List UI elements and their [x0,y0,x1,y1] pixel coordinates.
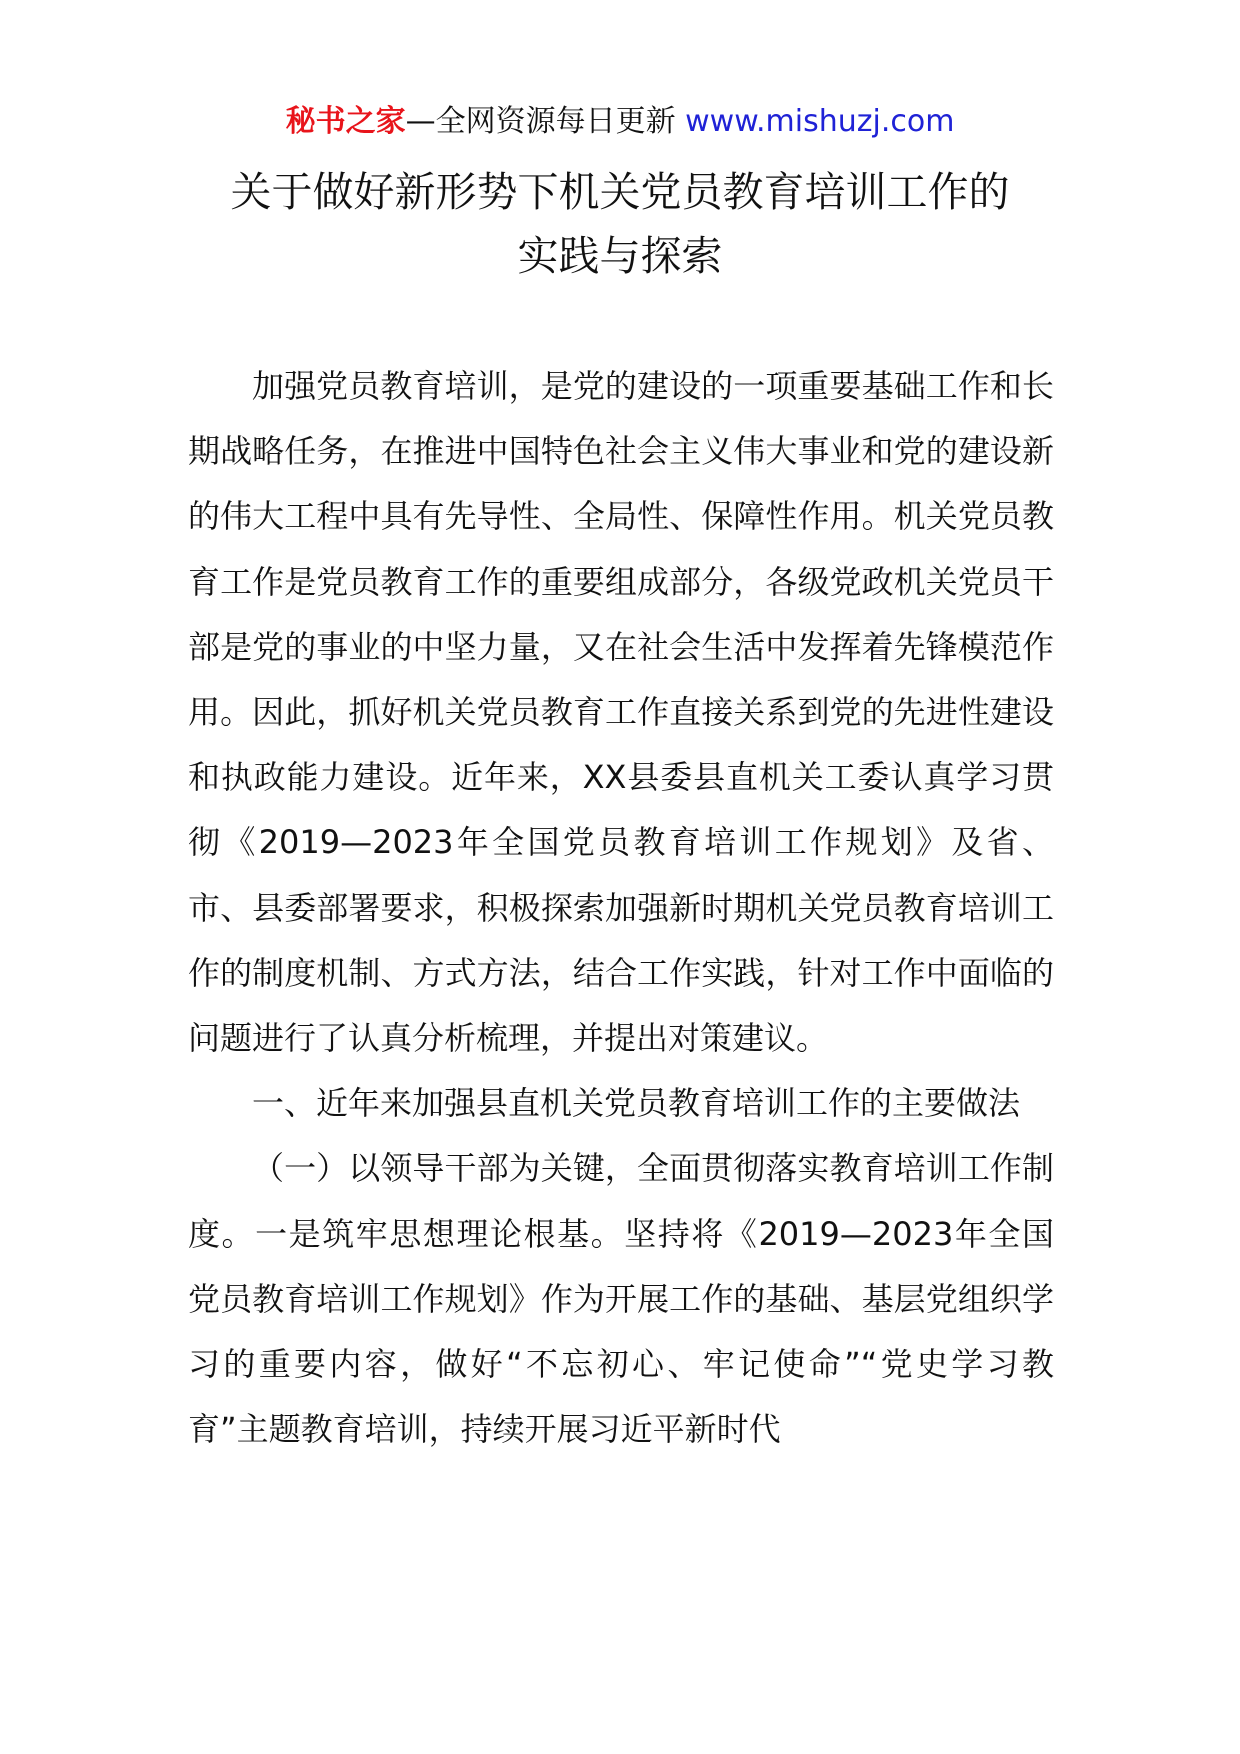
paragraph-intro: 加强党员教育培训，是党的建设的一项重要基础工作和长期战略任务，在推进中国特色社会主义伟大事业和党的建设新的伟大工程中具有先导性、全局性、保障性作用。机关党员教育工作是党员教育工作的重要组成部分，各级党政机关党员干部是党的事业的中坚力量，又在社会生活中发挥着先锋模范作用。因此，抓好机关党员教育工作直接关系到党的先进性建设和执政能力建设。近年来，XX县委县直机关工委认真学习贯彻《2019—2023年全国党员教育培训工作规划》及省、市、县委部署要求，积极探索加强新时期机关党员教育培训工作的制度机制、方式方法，结合工作实践，针对工作中面临的问题进行了认真分析梳理，并提出对策建议。 [188,367,1054,1058]
title-line-2: 实践与探索 [517,232,723,280]
document-title [0,160,1240,288]
title-line-1: 关于做好新形势下机关党员教育培训工作的 [230,168,1010,216]
document-body [188,354,1054,1462]
section-heading-1: 一、近年来加强县直机关党员教育培训工作的主要做法 [252,1084,1021,1123]
brand-name: 秘书之家 [285,104,406,139]
paragraph-subsection-1: （一）以领导干部为关键，全面贯彻落实教育培训工作制度。一是筑牢思想理论根基。坚持将《2019—2023年全国党员教育培训工作规划》作为开展工作的基础、基层党组织学习的重要内容，做好“不忘初心、牢记使命”“党史学习教育”主题教育培训，持续开展习近平新时代 [188,1149,1054,1449]
header-tagline: —全网资源每日更新 [405,104,686,139]
site-url-link[interactable]: www.mishuzj.com [685,104,955,139]
site-header [0,100,1240,144]
